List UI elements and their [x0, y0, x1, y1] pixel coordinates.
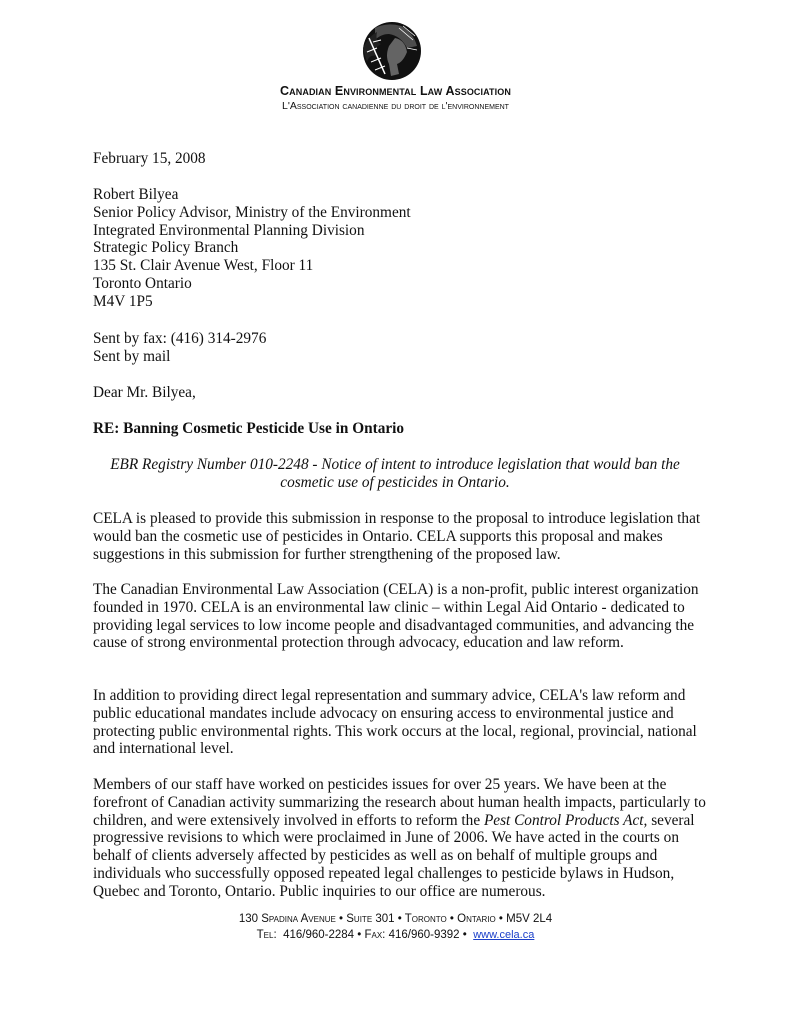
paragraph-experience	[93, 776, 713, 901]
date-text: February 15, 2008	[93, 150, 206, 167]
tel-label: Tel:	[256, 929, 277, 941]
footer-contact	[0, 929, 791, 941]
paragraph-experience-part-1: Members of our staff have worked on pesticides issues for over 25 years. We have been at the forefront of Canadian activity summarizing the research about human health impacts, particularly to children, and were extensively involved in efforts to reform the	[93, 776, 706, 829]
letter-date	[93, 150, 713, 168]
recipient-name: Robert Bilyea	[93, 186, 179, 203]
ebr-notice-line-1: EBR Registry Number 010-2248 - Notice of intent to introduce legislation that would ban the	[110, 456, 680, 473]
cela-logo-icon	[355, 18, 425, 84]
fax-number: 416/960-9392	[388, 929, 460, 941]
recipient-city: Toronto Ontario	[93, 274, 192, 292]
paragraph-about-cela: The Canadian Environmental Law Association (CELA) is a non-profit, public interest organization founded in 1970. CELA is an environmental law clinic – within Legal Aid Ontario - dedicated to providing legal services to low income people and disadvantaged communities, and advancing the cause of strong environmental protection through advocacy, education and law reform.	[93, 581, 699, 652]
recipient-address-block	[93, 186, 713, 311]
tel-number: 416/960-2284	[283, 929, 355, 941]
recipient-postal-code: M4V 1P5	[93, 292, 153, 310]
paragraph-intro: CELA is pleased to provide this submission in response to the proposal to introduce legislation that would ban the cosmetic use of pesticides in Ontario. CELA supports this proposal and makes suggestions in this submission for further strengthening of the proposed law.	[93, 510, 701, 563]
delivery-method	[93, 330, 713, 366]
act-title: Pest Control Products Act,	[483, 811, 648, 829]
website-link[interactable]: www.cela.ca	[473, 929, 535, 941]
ebr-notice-line-2: cosmetic use of pesticides in Ontario.	[280, 473, 510, 491]
paragraph-experience-part-2: several progressive revisions to which were proclaimed in June of 2006. We have acted in the courts on behalf of clients adversely affected by pesticides as well as on behalf of multiple groups and individuals who successfully opposed repeated legal challenges to pesticide bylaws in Hudson, Quebec and Toronto, Ontario. Public inquiries to our office are numerous.	[93, 811, 695, 900]
organization-name-french: L'Association canadienne du droit de l'environnement	[282, 100, 509, 112]
sent-by-fax: Sent by fax: (416) 314-2976	[93, 330, 267, 347]
sent-by-mail: Sent by mail	[93, 347, 171, 365]
separator: •	[462, 929, 467, 941]
ebr-notice	[80, 456, 710, 492]
recipient-division: Integrated Environmental Planning Division	[93, 221, 365, 239]
recipient-street: 135 St. Clair Avenue West, Floor 11	[93, 257, 314, 275]
recipient-title: Senior Policy Advisor, Ministry of the Environment	[93, 203, 411, 221]
recipient-branch: Strategic Policy Branch	[93, 239, 239, 257]
subject-line: RE: Banning Cosmetic Pesticide Use in Ontario	[93, 420, 405, 437]
fax-label: Fax:	[364, 929, 386, 941]
salutation: Dear Mr. Bilyea,	[93, 384, 196, 401]
footer-address: 130 Spadina Avenue • Suite 301 • Toronto • Ontario • M5V 2L4	[238, 913, 553, 925]
organization-name: Canadian Environmental Law Association	[280, 84, 511, 98]
separator: •	[357, 929, 362, 941]
paragraph-mandates: In addition to providing direct legal representation and summary advice, CELA's law reform and public educational mandates include advocacy on ensuring access to environmental justice and protecting public environmental rights. This work occurs at the local, regional, provincial, national and international level.	[93, 687, 697, 758]
